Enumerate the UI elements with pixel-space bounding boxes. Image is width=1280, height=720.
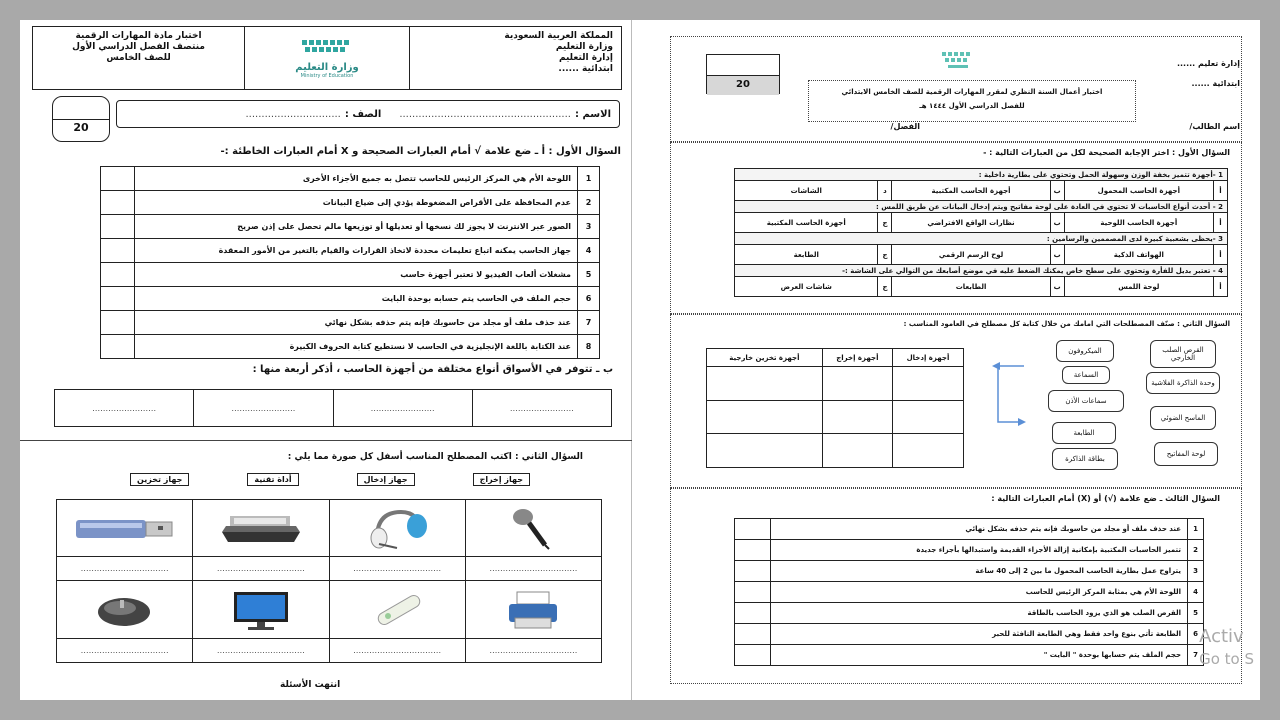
tf-row-text: اللوحة الأم هي بمثابة المركز الرئيس للحاسب: [771, 582, 1188, 603]
mcq-stem-row: [735, 201, 1228, 213]
picture-blank-6[interactable]: ……………………………: [193, 638, 329, 662]
tf-row-text: اللوحة الأم هي المركز الرئيس للحاسب تتصل به جميع الأجزاء الأخرى: [135, 167, 578, 191]
picture-blank-7[interactable]: ……………………………: [329, 638, 465, 662]
left-q1-title: السؤال الأول : أ ـ ضع علامة √ أمام العبارات الصحيحة و X أمام العبارات الخاطئة :-: [220, 146, 621, 157]
picture-blank-5[interactable]: ……………………………: [57, 638, 193, 662]
watermark-line-1: Activ: [1199, 626, 1244, 647]
mcq-options-row: [735, 213, 1228, 233]
tf-answer-cell[interactable]: [101, 311, 135, 335]
tf-row-number: 4: [578, 239, 600, 263]
right-school-label: ابتدائية ......: [1191, 79, 1240, 88]
tf-row-number: 1: [1188, 519, 1204, 540]
tf-row-number: 2: [1188, 540, 1204, 561]
exam-term: منتصف الفصل الدراسي الأول: [72, 42, 205, 52]
class-blank[interactable]: ..............................: [245, 108, 341, 120]
usb-flash-drive-image: [57, 508, 192, 548]
school-label: ابتدائية ......: [558, 64, 613, 74]
document-frame: [20, 20, 1260, 700]
mcq-option-letter: ب: [1050, 245, 1064, 265]
tf-row-text: الصور عبر الانترنت لا يجوز لك نسخها أو تعديلها أو توزيعها مالم تحصل على إذن صريح: [135, 215, 578, 239]
exam-grade: للصف الخامس: [106, 53, 171, 63]
logo-subtext: Ministry of Education: [300, 72, 354, 79]
term-printer[interactable]: الطابعة: [1052, 422, 1116, 444]
term-speaker[interactable]: السماعة: [1062, 366, 1110, 384]
end-of-questions: انتهت الأسئلة: [280, 680, 341, 690]
printer-image: [466, 588, 601, 632]
headset-image: [330, 506, 465, 550]
term-flash-memory[interactable]: وحدة الذاكرة الفلاشية: [1146, 372, 1220, 394]
scanner-image: [193, 508, 328, 548]
cell-input-1[interactable]: [892, 367, 963, 401]
cell-output-3[interactable]: [822, 434, 892, 468]
right-exam-title-box: [808, 80, 1136, 122]
mcq-option-letter: ب: [1050, 213, 1064, 233]
term-tech-tool: أداة تقنية: [247, 473, 298, 486]
right-admin-label: إدارة تعليم ......: [1176, 59, 1240, 68]
mcq-option-letter: ب: [1050, 181, 1064, 201]
tf-answer-cell[interactable]: [101, 191, 135, 215]
tf-row: [735, 645, 1204, 666]
mcq-option[interactable]: أجهزة الحاسب المكتبية: [892, 181, 1050, 201]
left-q1b-title: ب ـ تتوفر في الأسواق أنواع مختلفة من أجهزة الحاسب ، أذكر أربعة منها :: [252, 364, 613, 375]
student-info-box: [116, 100, 620, 128]
right-q2-title: السؤال الثاني : صنّف المصطلحات التي امامك من خلال كتابة كل مصطلح في العامود المناسب :: [903, 320, 1230, 328]
kingdom-label: المملكة العربية السعودية: [504, 31, 613, 41]
tf-row-text: حجم الملف يتم حسابها بوحدة " البايت ": [771, 645, 1188, 666]
right-student-label: اسم الطالب/: [1189, 122, 1240, 131]
term-storage-device: جهاز تخزين: [130, 473, 189, 486]
tf-answer-cell[interactable]: [101, 263, 135, 287]
tf-row: [735, 519, 1204, 540]
term-memory-card[interactable]: بطاقة الذاكرة: [1052, 448, 1118, 470]
mcq-option[interactable]: الشاشات: [735, 181, 878, 201]
tf-answer-cell[interactable]: [735, 603, 771, 624]
mcq-stem: 2 - أحدث أنواع الحاسبات لا تحتوي في العادة على لوحة مفاتيح ويتم إدخال البيانات عن طريق اللمس :: [735, 201, 1228, 213]
term-output-device: جهاز إخراج: [473, 473, 530, 486]
score-box: [52, 96, 110, 142]
tf-row: [735, 582, 1204, 603]
picture-grid: [56, 499, 602, 663]
tf-row-text: عند حذف ملف أو مجلد من حاسوبك فإنه يتم حذفه بشكل نهائي: [135, 311, 578, 335]
tf-row-text: القرص الصلب هو الذي يزود الحاسب بالطاقة: [771, 603, 1188, 624]
tf-row-number: 8: [578, 335, 600, 359]
right-class-label: الفصل/: [890, 122, 920, 131]
tf-answer-cell[interactable]: [735, 624, 771, 645]
picture-blank-1[interactable]: ……………………………: [57, 557, 193, 581]
tf-row-number: 6: [578, 287, 600, 311]
name-blank[interactable]: ......................................................: [399, 108, 571, 120]
tf-row: [735, 540, 1204, 561]
picture-blank-8[interactable]: ……………………………: [465, 638, 601, 662]
mcq-option[interactable]: الطابعة: [735, 245, 878, 265]
mcq-option-letter: أ: [1214, 245, 1228, 265]
tf-row-text: عدم المحافظة على الأقراص المضغوطة يؤدي إلى ضياع البيانات: [135, 191, 578, 215]
mcq-option[interactable]: نظارات الواقع الافتراضي: [892, 213, 1050, 233]
tf-row-number: 3: [1188, 561, 1204, 582]
tf-answer-cell[interactable]: [101, 335, 135, 359]
right-q1-table: [734, 168, 1228, 297]
admin-label: إدارة التعليم: [558, 53, 613, 63]
mcq-option-letter: أ: [1214, 181, 1228, 201]
mcq-stem: 1 -أجهزة تتميز بخفة الوزن وسهولة الحمل وتحتوي على بطارية داخلية :: [735, 169, 1228, 181]
term-external-hdd[interactable]: القرص الصلب الخارجي: [1150, 340, 1216, 368]
mcq-option-letter: د: [878, 181, 892, 201]
tf-row: [101, 311, 600, 335]
tf-answer-cell[interactable]: [735, 561, 771, 582]
tf-row: [735, 603, 1204, 624]
tf-answer-cell[interactable]: [101, 167, 135, 191]
mcq-option[interactable]: شاشات العرض: [735, 277, 878, 297]
left-q2-title: السؤال الثاني : اكتب المصطلح المناسب أسفل كل صورة مما يلي :: [287, 452, 583, 462]
mcq-option[interactable]: أجهزة الحاسب المكتبية: [735, 213, 878, 233]
tf-answer-cell[interactable]: [735, 582, 771, 603]
tf-row: [101, 167, 600, 191]
header-input-devices: أجهزة إدخال: [892, 349, 963, 367]
activate-windows-watermark: [1199, 626, 1254, 670]
cell-input-2[interactable]: [892, 400, 963, 434]
tf-answer-cell[interactable]: [101, 287, 135, 311]
classification-arrow-icon: [984, 360, 1028, 430]
logo-text: وزارة التعليم: [295, 61, 359, 73]
microphone-image: [466, 505, 601, 551]
term-keyboard[interactable]: لوحة المفاتيح: [1154, 442, 1218, 466]
tf-row: [101, 215, 600, 239]
mouse-image: [57, 590, 192, 630]
cell-storage-1[interactable]: [707, 367, 823, 401]
mcq-option-letter: ج: [878, 245, 892, 265]
tf-row: [101, 335, 600, 359]
tf-row-number: 3: [578, 215, 600, 239]
tf-answer-cell[interactable]: [735, 645, 771, 666]
mcq-option-letter: ج: [878, 213, 892, 233]
term-earphones[interactable]: سماعات الأذن: [1048, 390, 1124, 412]
right-score-value: 20: [707, 75, 779, 95]
cell-storage-3[interactable]: [707, 434, 823, 468]
mcq-stem-row: [735, 233, 1228, 245]
mcq-option-letter: أ: [1214, 213, 1228, 233]
score-value: 20: [73, 121, 89, 134]
device-blank-1[interactable]: ……………………: [472, 390, 611, 427]
game-controller-image: [330, 588, 465, 632]
left-header-table: [32, 26, 622, 90]
tf-row-number: 5: [578, 263, 600, 287]
tf-row: [101, 239, 600, 263]
term-scanner[interactable]: الماسح الضوئي: [1150, 406, 1216, 430]
cell-input-3[interactable]: [892, 434, 963, 468]
picture-blank-4[interactable]: ……………………………: [465, 557, 601, 581]
ministry-logo: [245, 38, 409, 79]
left-q1-table: [100, 166, 600, 359]
device-blank-4[interactable]: ……………………: [55, 390, 194, 427]
mcq-option[interactable]: الهواتف الذكية: [1064, 245, 1213, 265]
right-admin-block: [1177, 54, 1240, 94]
mcq-options-row: [735, 277, 1228, 297]
mcq-options-row: [735, 181, 1228, 201]
tf-row-text: عند الكتابة باللغة الإنجليزية في الحاسب لا نستطيع كتابة الحروف الكبيرة: [135, 335, 578, 359]
tf-row-number: 2: [578, 191, 600, 215]
tf-row: [101, 263, 600, 287]
tf-answer-cell[interactable]: [101, 239, 135, 263]
cell-output-1[interactable]: [822, 367, 892, 401]
tf-answer-cell[interactable]: [101, 215, 135, 239]
tf-row-text: تتميز الحاسبات المكتبية بإمكانية إزالة الأجزاء القديمة واستبدالها بأجزاء جديدة: [771, 540, 1188, 561]
tf-row-text: الطابعة تأتي بنوع واحد فقط وهي الطابعة النافثة للحبر: [771, 624, 1188, 645]
right-exam-page: [648, 20, 1260, 700]
mcq-stem: 3 -يحظى بشعبية كبيرة لدى المصممين والرسامين :: [735, 233, 1228, 245]
mcq-option-letter: ب: [1050, 277, 1064, 297]
tf-row-text: حجم الملف في الحاسب يتم حسابه بوحدة البايت: [135, 287, 578, 311]
ministry-label: وزارة التعليم: [555, 42, 613, 52]
tf-answer-cell[interactable]: [735, 540, 771, 561]
right-q3-title: السؤال الثالث ـ ضع علامة (√) أو (X) أمام العبارات التالية :: [991, 494, 1220, 503]
right-score-box: [706, 54, 780, 94]
classification-table: [706, 348, 964, 468]
ministry-logo-small-icon: [938, 50, 978, 72]
tf-row-number: 5: [1188, 603, 1204, 624]
mcq-option[interactable]: أجهزة الحاسب اللوحية: [1064, 213, 1213, 233]
cell-storage-2[interactable]: [707, 400, 823, 434]
device-blank-2[interactable]: ……………………: [333, 390, 472, 427]
picture-blank-3[interactable]: ……………………………: [329, 557, 465, 581]
mcq-option[interactable]: لوحة اللمس: [1064, 277, 1213, 297]
tf-row-number: 6: [1188, 624, 1204, 645]
mcq-stem-row: [735, 169, 1228, 181]
tf-row: [735, 624, 1204, 645]
exam-title: اختبار مادة المهارات الرقمية: [75, 31, 202, 41]
ministry-logo-icon: [292, 38, 362, 60]
mcq-stem-row: [735, 265, 1228, 277]
monitor-image: [193, 588, 328, 632]
header-storage-devices: أجهزة تخزين خارجية: [707, 349, 823, 367]
device-blank-3[interactable]: ……………………: [194, 390, 333, 427]
cell-output-2[interactable]: [822, 400, 892, 434]
right-q1-title: السؤال الأول : اختر الإجابة الصحيحة لكل من العبارات التالية : -: [983, 148, 1230, 157]
term-input-device: جهاز إدخال: [357, 473, 415, 486]
tf-answer-cell[interactable]: [735, 519, 771, 540]
header-output-devices: أجهزة إخراج: [822, 349, 892, 367]
watermark-line-2: Go to S: [1199, 650, 1254, 668]
picture-blank-2[interactable]: ……………………………: [193, 557, 329, 581]
mcq-option-letter: ج: [878, 277, 892, 297]
left-q2-labels: [130, 473, 530, 486]
tf-row-text: جهاز الحاسب يمكنه اتباع تعليمات محددة لاتخاذ القرارات والقيام بالتغير من الأمور المعقدة: [135, 239, 578, 263]
tf-row-number: 1: [578, 167, 600, 191]
tf-row: [735, 561, 1204, 582]
right-exam-term: للفصل الدراسي الأول ١٤٤٤ هـ: [919, 102, 1025, 110]
mcq-option-letter: أ: [1214, 277, 1228, 297]
left-divider: [20, 440, 632, 441]
name-label: الاسم :: [574, 108, 611, 120]
term-microphone[interactable]: الميكروفون: [1056, 340, 1114, 362]
tf-row-number: 4: [1188, 582, 1204, 603]
tf-row: [101, 191, 600, 215]
tf-row-text: مشغلات ألعاب الفيديو لا تعتبر أجهزة حاسب: [135, 263, 578, 287]
mcq-option[interactable]: الطابعات: [892, 277, 1050, 297]
right-exam-title: اختبار أعمال السنة النظري لمقرر المهارات الرقمية للصف الخامس الابتدائي: [841, 88, 1103, 96]
tf-row-text: عند حذف ملف أو مجلد من حاسوبك فإنه يتم حذفه بشكل نهائي: [771, 519, 1188, 540]
mcq-option[interactable]: لوح الرسم الرقمي: [892, 245, 1050, 265]
tf-row: [101, 287, 600, 311]
right-ministry-logo: [938, 50, 978, 74]
tf-row-number: 7: [1188, 645, 1204, 666]
tf-row-text: يتراوح عمل بطارية الحاسب المحمول ما بين 2 إلى 40 ساعة: [771, 561, 1188, 582]
left-exam-page: [20, 20, 632, 700]
class-label: الصف :: [344, 108, 382, 120]
tf-row-number: 7: [578, 311, 600, 335]
mcq-stem: 4 - تعتبر بديل للفأرة وتحتوي على سطح خاص يمكنك الضغط عليه في موضع أصابعك من التوالي على الشاشة :-: [735, 265, 1228, 277]
left-q1b-blanks: [54, 389, 612, 427]
mcq-option[interactable]: أجهزة الحاسب المحمول: [1064, 181, 1213, 201]
right-q3-table: [734, 518, 1204, 666]
mcq-options-row: [735, 245, 1228, 265]
